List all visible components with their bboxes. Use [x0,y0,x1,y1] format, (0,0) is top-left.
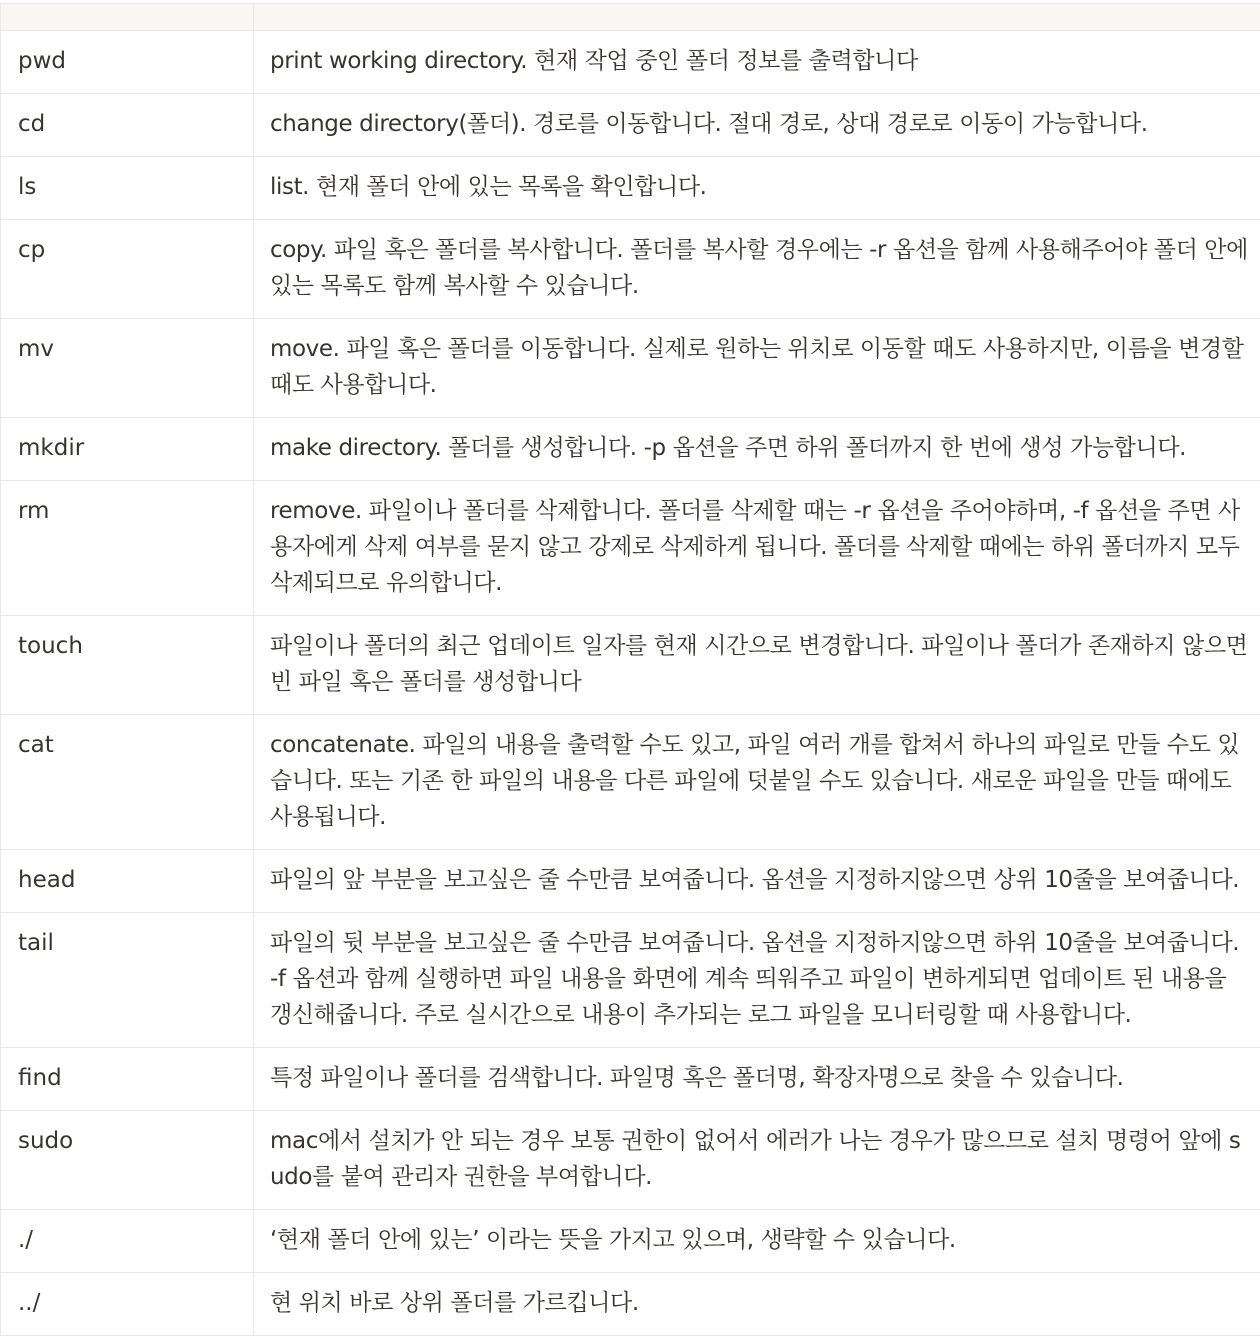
command-cell: tail [1,913,254,1048]
table-row [1,1273,1260,1336]
description-cell: print working directory. 현재 작업 중인 폴더 정보를 출력합니다 [254,31,1260,94]
description-cell: 특정 파일이나 폴더를 검색합니다. 파일명 혹은 폴더명, 확장자명으로 찾을 수 있습니다. [254,1048,1260,1111]
table-row [1,715,1260,850]
table-row [1,1048,1260,1111]
table-row [1,1111,1260,1210]
table-row [1,1210,1260,1273]
description-cell: move. 파일 혹은 폴더를 이동합니다. 실제로 원하는 위치로 이동할 때도 사용하지만, 이름을 변경할 때도 사용합니다. [254,319,1260,418]
table-row [1,418,1260,481]
table-row [1,616,1260,715]
command-cell: ls [1,157,254,220]
description-cell: list. 현재 폴더 안에 있는 목록을 확인합니다. [254,157,1260,220]
command-cell: cat [1,715,254,850]
table-row [1,94,1260,157]
description-cell: 현 위치 바로 상위 폴더를 가르킵니다. [254,1273,1260,1336]
table-row [1,220,1260,319]
description-cell: concatenate. 파일의 내용을 출력할 수도 있고, 파일 여러 개를 합쳐서 하나의 파일로 만들 수도 있습니다. 또는 기존 한 파일의 내용을 다른 파일에 덧붙일 수도 있습니다. 새로운 파일을 만들 때에도 사용됩니다. [254,715,1260,850]
header-cell-command [1,4,254,31]
table-row [1,31,1260,94]
command-cell: find [1,1048,254,1111]
table-row [1,481,1260,616]
command-cell: ./ [1,1210,254,1273]
description-cell: mac에서 설치가 안 되는 경우 보통 권한이 없어서 에러가 나는 경우가 많으므로 설치 명령어 앞에 sudo를 붙여 관리자 권한을 부여합니다. [254,1111,1260,1210]
description-cell: change directory(폴더). 경로를 이동합니다. 절대 경로, 상대 경로로 이동이 가능합니다. [254,94,1260,157]
command-cell: ../ [1,1273,254,1336]
command-cell: touch [1,616,254,715]
command-cell: cd [1,94,254,157]
command-cell: rm [1,481,254,616]
description-cell: 파일의 앞 부분을 보고싶은 줄 수만큼 보여줍니다. 옵션을 지정하지않으면 상위 10줄을 보여줍니다. [254,850,1260,913]
header-cell-description [254,4,1260,31]
command-cell: cp [1,220,254,319]
description-cell: ‘현재 폴더 안에 있는’ 이라는 뜻을 가지고 있으며, 생략할 수 있습니다. [254,1210,1260,1273]
description-cell: remove. 파일이나 폴더를 삭제합니다. 폴더를 삭제할 때는 -r 옵션을 주어야하며, -f 옵션을 주면 사용자에게 삭제 여부를 묻지 않고 강제로 삭제하게 됩니다. 폴더를 삭제할 때에는 하위 폴더까지 모두 삭제되므로 유의합니다. [254,481,1260,616]
command-cell: pwd [1,31,254,94]
table-row [1,850,1260,913]
description-cell: make directory. 폴더를 생성합니다. -p 옵션을 주면 하위 폴더까지 한 번에 생성 가능합니다. [254,418,1260,481]
command-cell: mkdir [1,418,254,481]
table-row [1,319,1260,418]
description-cell: 파일이나 폴더의 최근 업데이트 일자를 현재 시간으로 변경합니다. 파일이나 폴더가 존재하지 않으면 빈 파일 혹은 폴더를 생성합니다 [254,616,1260,715]
description-cell: copy. 파일 혹은 폴더를 복사합니다. 폴더를 복사할 경우에는 -r 옵션을 함께 사용해주어야 폴더 안에 있는 목록도 함께 복사할 수 있습니다. [254,220,1260,319]
table-row [1,157,1260,220]
command-cell: head [1,850,254,913]
table-header-row [1,4,1260,31]
table-row [1,913,1260,1048]
command-cell: sudo [1,1111,254,1210]
command-cell: mv [1,319,254,418]
description-cell: 파일의 뒷 부분을 보고싶은 줄 수만큼 보여줍니다. 옵션을 지정하지않으면 하위 10줄을 보여줍니다. -f 옵션과 함께 실행하면 파일 내용을 화면에 계속 띄워주고 파일이 변하게되면 업데이트 된 내용을 갱신해줍니다. 주로 실시간으로 내용이 추가되는 로그 파일을 모니터링할 때 사용합니다. [254,913,1260,1048]
command-table [0,3,1260,1336]
